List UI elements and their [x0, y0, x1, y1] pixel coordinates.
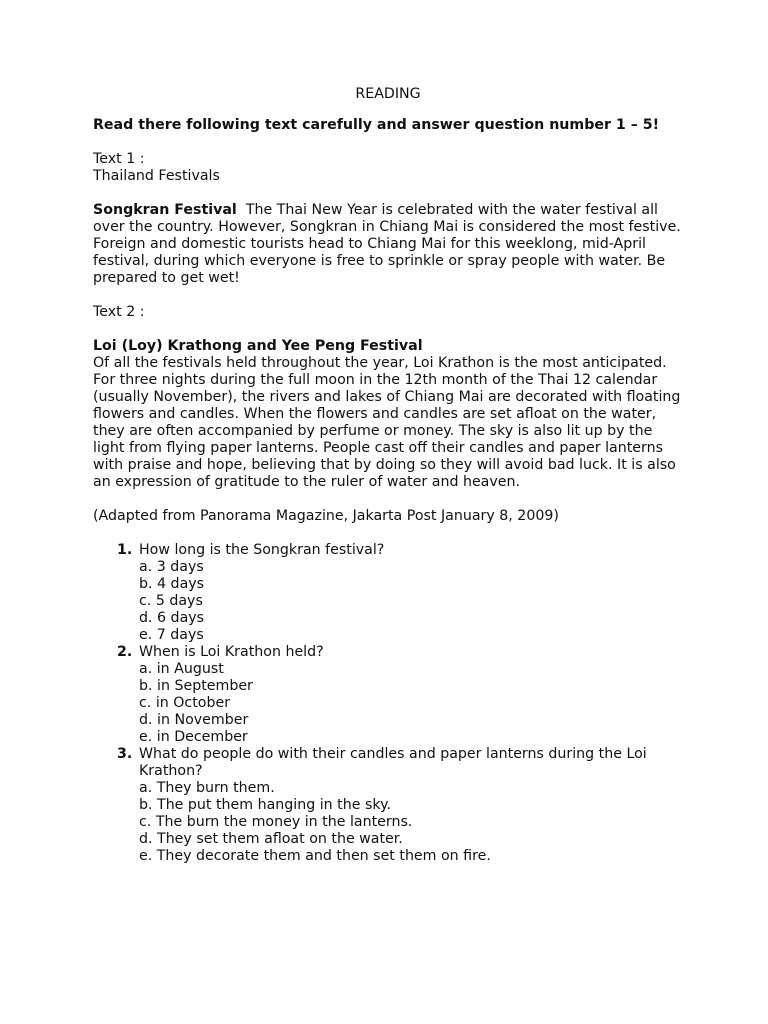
- reading-heading: READING: [355, 86, 421, 102]
- question-number: 1.: [117, 542, 133, 558]
- answer-option: e. in December: [139, 729, 248, 745]
- text1-header: [93, 151, 683, 185]
- question-text: How long is the Songkran festival?: [139, 542, 385, 558]
- text2-body: Of all the festivals held throughout the year, Loi Krathon is the most anticipated. For three nights during the full moon in the 12th month of the Thai 12 calendar (usually November), the rivers and lakes of Chiang Mai are decorated with floating flowers and candles. When the flowers and candles are set afloat on the water, they are often accompanied by perfume or money. The sky is also lit up by the light from flying paper lanterns. People cast off their candles and paper lanterns with praise and hope, believing that by doing so they will avoid bad luck. It is also an expression of gratitude to the ruler of water and heaven.: [93, 355, 681, 490]
- text2-paragraph: [93, 338, 683, 491]
- text1-heading: Songkran Festival: [93, 202, 237, 218]
- answer-option: d. 6 days: [139, 610, 205, 626]
- answer-option: c. The burn the money in the lanterns.: [139, 814, 413, 830]
- answer-option: a. in August: [139, 661, 224, 677]
- question-item: [93, 746, 683, 865]
- question-text: When is Loi Krathon held?: [139, 644, 324, 660]
- document-page: [93, 86, 683, 865]
- instruction-text: Read there following text carefully and answer question number 1 – 5!: [93, 117, 660, 133]
- text1-subtitle: Thailand Festivals: [93, 168, 220, 184]
- text1-label: Text 1 :: [93, 151, 145, 167]
- text2-heading: Loi (Loy) Krathong and Yee Peng Festival: [93, 338, 423, 354]
- answer-option: d. in November: [139, 712, 249, 728]
- answer-option: b. The put them hanging in the sky.: [139, 797, 391, 813]
- question-number: 2.: [117, 644, 133, 660]
- question-item: [93, 542, 683, 644]
- question-item: [93, 644, 683, 746]
- question-text: What do people do with their candles and paper lanterns during the Loi Krathon?: [139, 746, 647, 779]
- answer-option: b. 4 days: [139, 576, 205, 592]
- answer-option: e. They decorate them and then set them on fire.: [139, 848, 491, 864]
- answer-option: b. in September: [139, 678, 253, 694]
- text1-paragraph: [93, 202, 683, 287]
- answer-option: e. 7 days: [139, 627, 204, 643]
- answer-option: d. They set them afloat on the water.: [139, 831, 403, 847]
- text1-body: The Thai New Year is celebrated with the water festival all over the country. However, Songkran in Chiang Mai is considered the most festive. Foreign and domestic tourists head to Chiang Mai for this weeklong, mid-April festival, during which everyone is free to sprinkle or spray people with water. Be prepared to get wet!: [93, 202, 681, 286]
- answer-option: a. 3 days: [139, 559, 204, 575]
- text2-label: Text 2 :: [93, 304, 145, 320]
- answer-option: a. They burn them.: [139, 780, 275, 796]
- page-title: [93, 86, 683, 105]
- answer-option: c. in October: [139, 695, 231, 711]
- question-number: 3.: [117, 746, 133, 762]
- answer-option: c. 5 days: [139, 593, 203, 609]
- source-citation: (Adapted from Panorama Magazine, Jakarta Post January 8, 2009): [93, 508, 559, 524]
- question-list: [93, 542, 683, 865]
